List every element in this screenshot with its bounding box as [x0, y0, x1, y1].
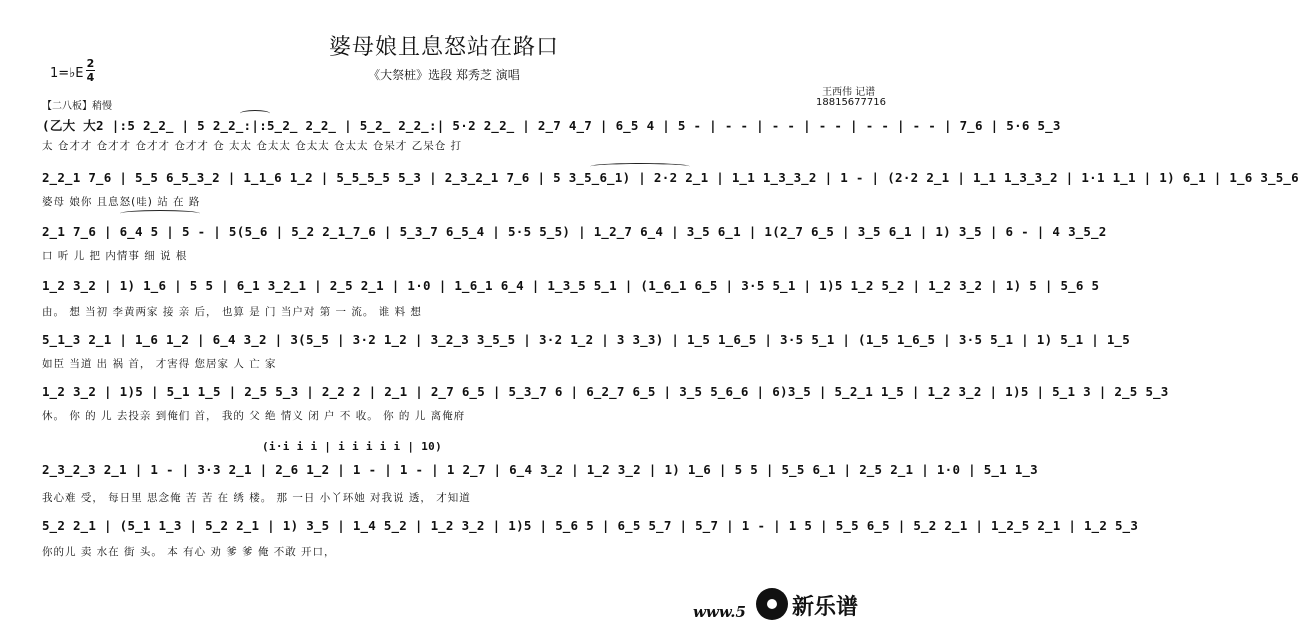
key-signature: 1=♭E [50, 66, 84, 81]
song-subtitle: 《大祭桩》选段 郑秀芝 演唱 [368, 68, 520, 82]
score-row-7-lyric: 我心难 受， 每日里 思念俺 苦 苦 在 绣 楼。 那 一日 小丫环她 对我说 透， 才知道 [42, 492, 471, 504]
tempo-marking: 【二八板】稍慢 [42, 101, 112, 112]
score-row-1-notes: (乙大 大2 |:5 2̲2̲ | 5 2̲2̲:|:5̲2̲ 2̲2̲ | 5̲2̲ 2̲2̲:| 5·2 2̲2̲ | 2̲7 4̲7 | 6̲5 4 | 5 - | - - | - - | - - | - - | - - | 7̲6 | 5·6 5̲3 [42, 118, 1061, 133]
score-row-3-lyric: 口 听 儿 把 内情事 细 说 根 [42, 250, 188, 262]
notation-credit: 王西伟 记谱 [822, 87, 876, 98]
score-row-8-lyric: 你的儿 卖 水在 街 头。 本 有心 劝 爹 爹 俺 不敢 开口， [42, 546, 336, 558]
time-signature [86, 58, 95, 83]
score-row-8-notes: 5̲2 2̲1 | (5̲1 1̲3 | 5̲2 2̲1 | 1) 3̲5 | 1̲4 5̲2 | 1̲2 3̲2 | 1)5 | 5̲6 5 | 6̲5 5̲7 | 5̲7 | 1 - | 1 5 | 5̲5 6̲5 | 5̲2 2̲1 | 1̲2̲5 2̲1 | 1̲2 5̲3 [42, 518, 1139, 533]
score-row-5-lyric: 如臣 当道 出 祸 首， 才害得 您居家 人 亡 家 [42, 358, 277, 370]
meter-top: 2 [86, 57, 95, 70]
site-brand-name: 新乐谱 [792, 595, 859, 620]
score-row-1-lyric: 太 仓才才 仓才才 仓才才 仓才才 仓 太太 仓太太 仓太太 仓太太 仓呆才 乙呆仓 打 [42, 140, 463, 152]
disc-icon [756, 588, 788, 620]
site-url-watermark: www.5 [693, 603, 746, 621]
meter-bottom: 4 [86, 71, 95, 84]
score-row-4-lyric: 由。 想 当初 李黄两家 接 亲 后， 也算 是 门 当户对 第 一 流。 谁 料 想 [42, 306, 422, 318]
slur-mark [590, 163, 690, 170]
repeat-ending: (i·i i i | i i i i i | 10) [262, 440, 442, 453]
score-row-4-notes: 1̲2 3̲2 | 1) 1̲6 | 5 5 | 6̲1 3̲2̲1 | 2̲5 2̲1 | 1·0 | 1̲6̲1 6̲4 | 1̲3̲5 5̲1 | (1̲6̲1 6̲5 | 3·5 5̲1 | 1)5 1̲2 5̲2 | 1̲2 3̲2 | 1) 5 | 5̲6 5 [42, 278, 1100, 293]
song-title: 婆母娘且息怒站在路口 [328, 35, 559, 60]
score-row-5-notes: 5̲1̲3 2̲1 | 1̲6 1̲2 | 6̲4 3̲2 | 3(5̲5 | 3·2 1̲2 | 3̲2̲3 3̲5̲5 | 3·2 1̲2 | 3 3̲3) | 1̲5 1̲6̲5 | 3·5 5̲1 | (1̲5 1̲6̲5 | 3·5 5̲1 | 1) 5̲1 | 1̲5 [42, 332, 1131, 347]
score-row-3-notes: 2̲1 7̲6 | 6̲4 5 | 5 - | 5(5̲6 | 5̲2 2̲1̲7̲6 | 5̲3̲7 6̲5̲4 | 5·5 5̲5) | 1̲2̲7 6̲4 | 3̲5 6̲1 | 1(2̲7 6̲5 | 3̲5 6̲1 | 1) 3̲5 | 6 - | 4 3̲5̲2 [42, 224, 1107, 239]
phone-number: 18815677716 [816, 97, 886, 108]
score-row-6-notes: 1̲2 3̲2 | 1)5 | 5̲1 1̲5 | 2̲5 5̲3 | 2̲2 2 | 2̲1 | 2̲7 6̲5 | 5̲3̲7 6 | 6̲2̲7 6̲5 | 3̲5 5̲6̲6 | 6)3̲5 | 5̲2̲1 1̲5 | 1̲2 3̲2 | 1)5 | 5̲1 3 | 2̲5 5̲3 [42, 384, 1169, 399]
score-row-2-notes: 2̲2̲1 7̲6 | 5̲5 6̲5̲3̲2 | 1̲1̲6 1̲2 | 5̲5̲5̲5 5̲3 | 2̲3̲2̲1 7̲6 | 5 3̲5̲6̲1) | 2·2 2̲1 | 1̲1 1̲3̲3̲2 | 1 - | (2·2 2̲1 | 1̲1 1̲3̲3̲2 | 1·1 1̲1 | 1) 6̲1 | 1̲6 3̲5̲6 [42, 170, 1299, 185]
slur-mark [120, 210, 200, 217]
slur-mark [240, 110, 270, 117]
score-row-6-lyric: 休。 你 的 儿 去投亲 到俺们 首， 我的 父 绝 情义 闭 户 不 收。 你 的 儿 离俺府 [42, 410, 466, 422]
score-row-7-notes: 2̲3̲2̲3 2̲1 | 1 - | 3·3 2̲1 | 2̲6 1̲2 | 1 - | 1 - | 1 2̲7 | 6̲4 3̲2 | 1̲2 3̲2 | 1) 1̲6 | 5 5 | 5̲5 6̲1 | 2̲5 2̲1 | 1·0 | 5̲1 1̲3 [42, 462, 1038, 477]
score-row-2-lyric: 婆母 娘你 且息怒(哇) 站 在 路 [42, 196, 201, 208]
